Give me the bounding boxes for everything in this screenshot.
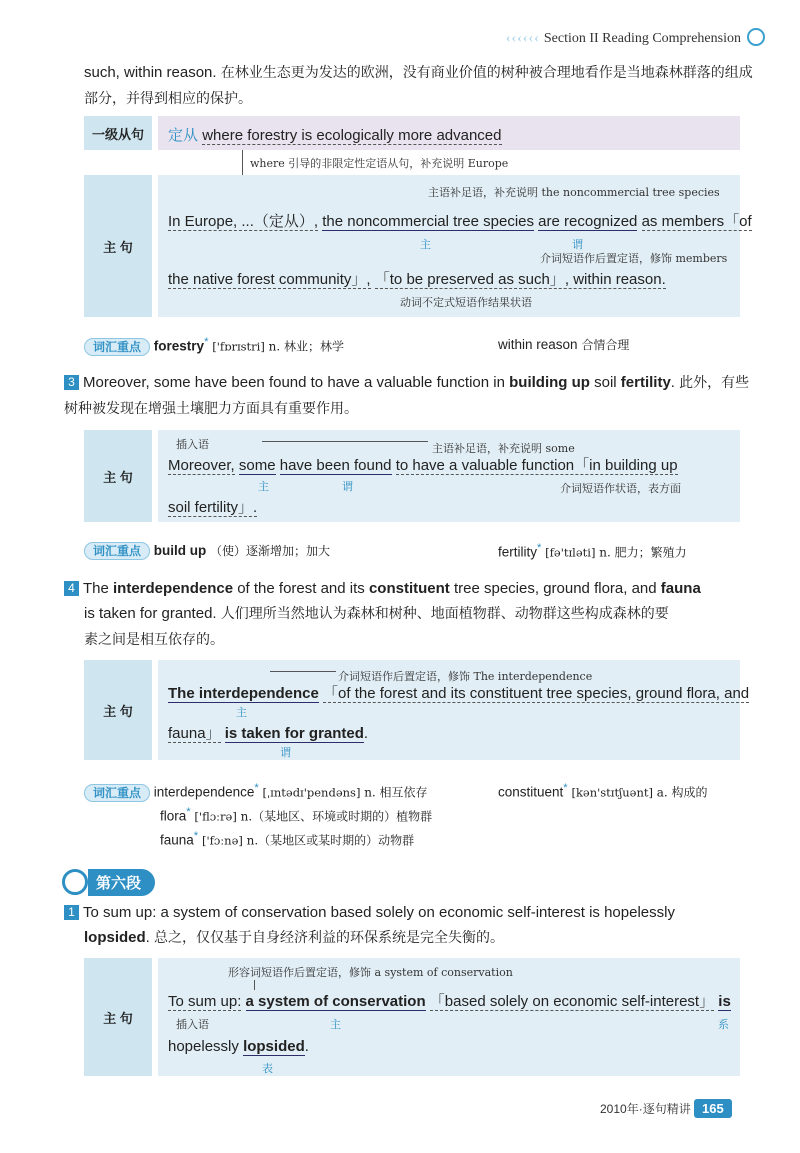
zh: 素之间是相互依存的。 [84, 632, 224, 648]
line2a: hopelessly [168, 1038, 239, 1055]
clause-line [168, 124, 502, 145]
en: tree species, ground flora, and [449, 580, 661, 597]
vocab-tag: 词汇重点 [84, 542, 150, 560]
verb: have been found [279, 457, 392, 474]
role-subject: 主 [420, 238, 431, 251]
note-insert-2: 插入语 [176, 438, 209, 451]
line1b: 「of the forest and its constituent tree species, ground flora, and [323, 685, 750, 702]
sentence1-line1 [168, 210, 752, 231]
paragraph-4 [64, 576, 754, 653]
phonetic: ['flɔːrə] [194, 809, 237, 824]
footer-text: 2010年·逐句精讲 [600, 1102, 691, 1116]
clause-note: where 引导的非限定性定语从句，补充说明 Europe [250, 157, 509, 170]
phonetic: ['fɔːnə] [201, 833, 243, 848]
key: fauna [660, 580, 701, 597]
vocab-row-2b [498, 542, 687, 561]
clause-tag: 定从 [168, 127, 199, 144]
vocab-word: fertility [498, 544, 538, 560]
vocab-row-3b [498, 782, 708, 801]
key: interdependence [113, 580, 234, 597]
period: . [363, 725, 369, 742]
zh: 此外，有些树种被发现在增强土壤肥力方面具有重要作用。 [64, 375, 750, 417]
vocab-row-3d [160, 830, 414, 849]
key: lopsided [84, 929, 146, 946]
main-label-1: 主 句 [84, 175, 152, 317]
period: . [304, 1038, 309, 1055]
sentence4-line1 [168, 990, 731, 1011]
meaning: 合情合理 [581, 338, 630, 352]
sentence1-line2 [168, 268, 666, 289]
phonetic: [fə'tɪləti] [545, 545, 596, 560]
subject: a system of conservation [245, 993, 426, 1010]
en: is taken for granted. [84, 605, 221, 622]
en: . [145, 929, 155, 946]
vocab-tag: 词汇重点 [84, 784, 150, 802]
subject: some [238, 457, 276, 474]
clause-label: 一级从句 [84, 116, 152, 150]
key: building up [509, 374, 590, 391]
vocab-row-3c [160, 806, 432, 825]
meaning: n.（某地区或某时期的）动物群 [246, 833, 415, 848]
vocab-word: build up [153, 543, 207, 558]
subject: the noncommercial tree species [322, 213, 534, 230]
line1a: Moreover, [168, 457, 235, 474]
star-icon: * [204, 336, 209, 348]
phonetic: [ˌɪntədɪ'pendəns] [262, 785, 361, 800]
meaning: a. 构成的 [656, 785, 708, 800]
sentence4-line2 [168, 1038, 309, 1055]
sentence-number: 1 [64, 905, 79, 920]
star-icon: * [193, 830, 199, 842]
note-bot-1: 动词不定式短语作结果状语 [400, 296, 532, 309]
predicative: lopsided [243, 1038, 305, 1055]
note-top-4: 形容词短语作后置定语，修饰 a system of conservation [228, 966, 513, 979]
clause-text: where forestry is ecologically more advanced [202, 127, 502, 144]
line1a: In Europe, ...（定从）, [168, 213, 319, 230]
vocab-tag: 词汇重点 [84, 338, 150, 356]
magnifier-icon [747, 28, 765, 46]
zh: 总之，仅仅基于自身经济利益的环保系统是完全失衡的。 [154, 930, 505, 946]
section-heading: 第六段 [88, 869, 155, 896]
sentence2-line1 [168, 454, 678, 475]
sentence3-line2 [168, 722, 368, 743]
vocab-word: fauna [160, 832, 194, 848]
role-subject: 主 [236, 706, 247, 719]
en: The [83, 580, 114, 597]
footer [600, 1100, 732, 1117]
note-mid-1: 介词短语作后置定语，修饰 members [540, 252, 728, 265]
magnifier-icon [62, 869, 88, 895]
vocab-word: within reason [498, 337, 578, 352]
bracket-line [262, 441, 428, 442]
main-label-3: 主 句 [84, 660, 152, 760]
vocab-row-1 [84, 336, 344, 355]
line2b: 「to be preserved as such」, within reason. [374, 271, 666, 288]
star-icon: * [254, 782, 259, 794]
role-verb: 谓 [280, 746, 291, 759]
en: of the forest and its [233, 580, 369, 597]
note-top-1: 主语补足语，补充说明 the noncommercial tree species [428, 186, 720, 199]
sentence-number: 4 [64, 581, 79, 596]
sentence2-line2 [168, 496, 257, 517]
page-number: 165 [694, 1099, 732, 1118]
page-header [0, 28, 765, 47]
main-label-4: 主 句 [84, 958, 152, 1076]
intro-en: such, within reason. [84, 64, 217, 81]
vocab-word: constituent [498, 784, 564, 800]
role-verb: 系 [718, 1018, 729, 1031]
zh: 人们理所当然地认为森林和树种、地面植物群、动物群这些构成森林的要 [220, 606, 669, 622]
meaning: （使）逐渐增加；加大 [210, 544, 331, 558]
section-title: Section II Reading Comprehension [543, 31, 741, 46]
key: fertility [620, 374, 671, 391]
intro-zh: 在林业生态更为发达的欧洲，没有商业价值的树种被合理地看作是当地森林群落的组成部分，并得到相应的保护。 [84, 65, 753, 107]
star-icon: * [537, 542, 542, 554]
pointer-line [254, 980, 255, 990]
meaning: n. 林业；林学 [268, 339, 344, 354]
role-subject: 主 [258, 480, 269, 493]
verb: is [718, 993, 731, 1010]
note-top-2: 主语补足语，补充说明 some [432, 442, 575, 455]
en: . [670, 374, 680, 391]
en: Moreover, some have been found to have a valuable function in [83, 374, 510, 391]
meaning: n. 肥力；繁殖力 [599, 545, 687, 560]
line1b: as members「of [641, 213, 752, 230]
main-label-2: 主 句 [84, 430, 152, 522]
sentence3-line1 [168, 682, 749, 703]
line1a: To sum up: [168, 993, 242, 1010]
role-verb: 谓 [572, 238, 583, 251]
verb: are recognized [538, 213, 638, 230]
line2a: fauna」 [168, 725, 221, 742]
key: constituent [368, 580, 450, 597]
intro-paragraph [84, 60, 754, 112]
line1b: to have a valuable function「in building up [395, 457, 678, 474]
meaning: n.（某地区、环境或时期的）植物群 [240, 809, 433, 824]
role-subject: 主 [330, 1018, 341, 1031]
en: soil [589, 374, 621, 391]
role-verb: 谓 [342, 480, 353, 493]
line2a: the native forest community」, [168, 271, 371, 288]
vocab-word: interdependence [153, 784, 255, 800]
star-icon: * [563, 782, 568, 794]
vocab-row-1b [498, 336, 629, 353]
sentence-number: 3 [64, 375, 79, 390]
verb: is taken for granted [224, 725, 364, 742]
note-top-3: 介词短语作后置定语，修饰 The interdependence [338, 670, 593, 683]
bracket-line [270, 671, 336, 672]
note-insert-4: 插入语 [176, 1018, 209, 1031]
arrows-icon: ‹‹‹‹‹‹ [505, 31, 540, 46]
star-icon: * [186, 806, 191, 818]
meaning: n. 相互依存 [364, 785, 428, 800]
vocab-row-2 [84, 542, 330, 559]
vocab-row-3 [84, 782, 428, 801]
vocab-word: forestry [153, 338, 205, 354]
phonetic: [kən'stɪtʃuənt] [571, 785, 653, 800]
vocab-word: flora [160, 808, 187, 824]
line2: soil fertility」. [168, 499, 258, 516]
role-predicative: 表 [262, 1062, 273, 1075]
note-right-2: 介词短语作状语，表方面 [560, 482, 681, 495]
en: To sum up: a system of conservation based solely on economic self-interest is hopelessly [83, 904, 675, 921]
paragraph-1 [64, 900, 754, 951]
subject: The interdependence [168, 685, 319, 702]
line1b: 「based solely on economic self-interest」 [429, 993, 715, 1010]
paragraph-3 [64, 370, 754, 422]
phonetic: ['fɒrɪstri] [212, 339, 265, 354]
